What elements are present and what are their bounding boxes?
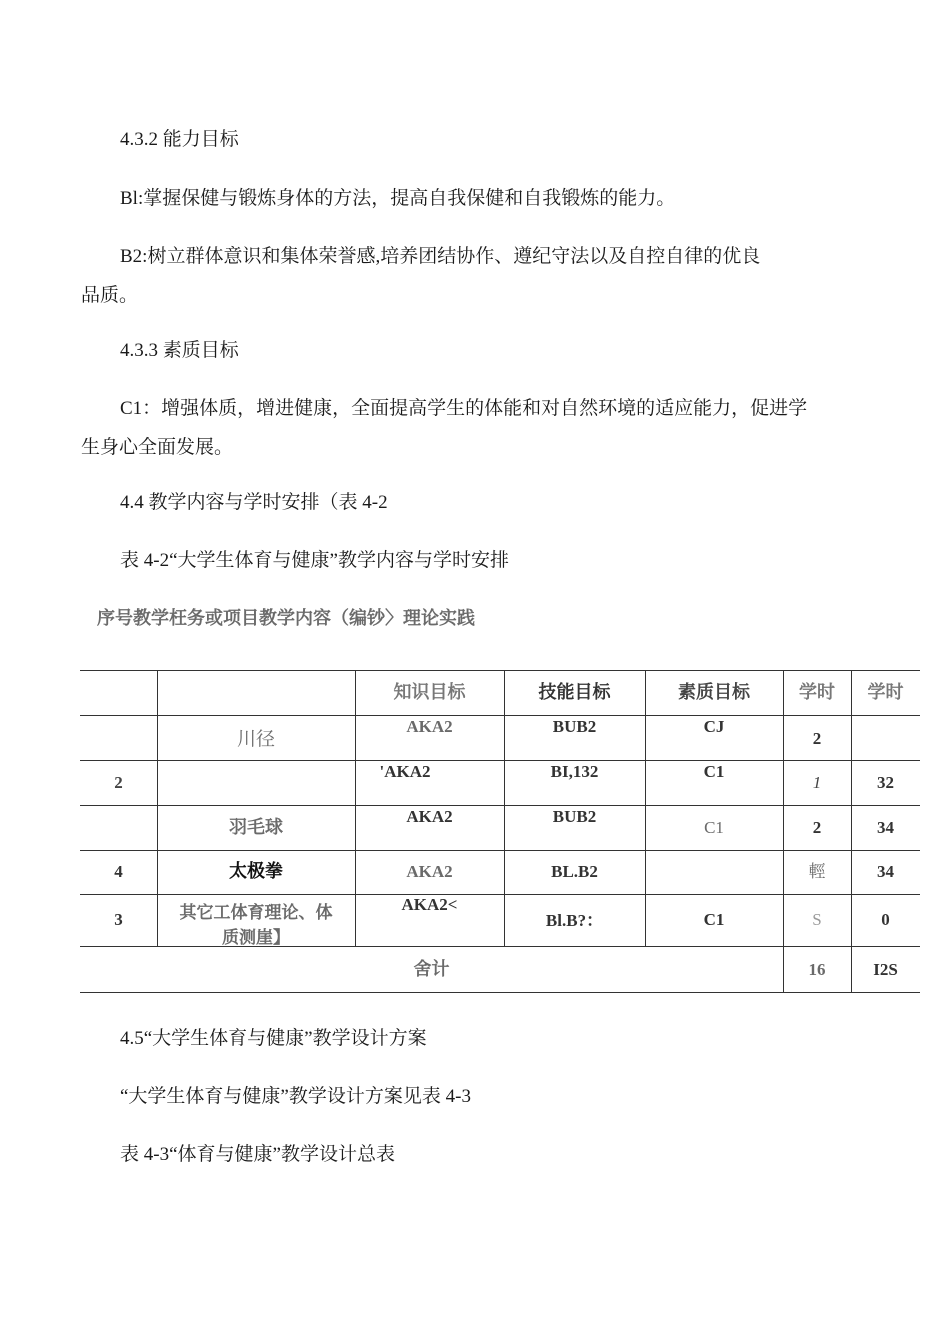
header-quality-goal: 素质目标 [678, 682, 750, 703]
row4-seq: 4 [114, 862, 123, 881]
paragraph-design-scheme: “大学生体育与健康”教学设计方案见表 4-3 [120, 1086, 471, 1107]
row4-theory-hours: 輕 [808, 862, 826, 881]
row4-skill: BL.B2 [551, 862, 598, 881]
total-theory-hours: 16 [808, 960, 826, 979]
row5-item: 其它工体育理论、体 [179, 903, 333, 923]
row3-quality: C1 [704, 818, 724, 837]
row5-knowledge: AKA2< [401, 895, 458, 914]
header-knowledge-goal: 知识目标 [393, 682, 466, 703]
header-hours-practice: 学时 [867, 682, 904, 703]
row2-theory-hours: 1 [812, 773, 822, 792]
total-label: 舍计 [413, 959, 450, 980]
row3-knowledge: AKA2 [406, 807, 453, 826]
table-column-summary: 序号教学枉务或项目教学内容（编钞〉理论实践 [97, 608, 475, 629]
section-heading-4-3-2: 4.3.2 能力目标 [120, 129, 239, 150]
row1-skill: BUB2 [552, 717, 597, 736]
paragraph-b2-line1: B2:树立群体意识和集体荣誉感,培养团结协作、遵纪守法以及自控自律的优良 [120, 246, 761, 267]
section-heading-4-3-3: 4.3.3 素质目标 [120, 340, 239, 361]
row2-quality: C1 [703, 762, 725, 781]
row5-seq: 3 [114, 910, 123, 929]
row4-knowledge: AKA2 [406, 862, 453, 881]
row5-item-clip [158, 895, 354, 945]
row5-skill: Bl.B?： [545, 911, 604, 930]
row4-practice-hours: 34 [877, 862, 894, 881]
row1-item: 川径 [236, 728, 275, 750]
paragraph-c1-line2: 生身心全面发展。 [81, 437, 234, 458]
row3-theory-hours: 2 [812, 818, 822, 837]
section-heading-4-5: 4.5“大学生体育与健康”教学设计方案 [120, 1028, 427, 1049]
row5-theory-hours: S [812, 910, 822, 929]
row2-seq: 2 [114, 773, 123, 792]
row3-practice-hours: 34 [877, 818, 894, 837]
row1-knowledge: AKA2 [406, 717, 453, 736]
table-caption-4-3: 表 4-3“体育与健康”教学设计总表 [120, 1144, 395, 1165]
total-practice-hours: I2S [873, 960, 898, 979]
header-skill-goal: 技能目标 [538, 682, 611, 703]
row2-practice-hours: 32 [877, 773, 894, 792]
row2-knowledge: 'AKA2 [379, 762, 431, 781]
row1-theory-hours: 2 [812, 729, 822, 748]
table-caption-4-2: 表 4-2“大学生体育与健康”教学内容与学时安排 [120, 550, 509, 571]
paragraph-b1: Bl:掌握保健与锻炼身体的方法，提高自我保健和自我锻炼的能力。 [120, 188, 676, 209]
row3-item: 羽毛球 [229, 817, 283, 838]
row2-skill: BI,132 [550, 762, 599, 781]
paragraph-b2-line2: 品质。 [81, 285, 139, 306]
paragraph-c1-line1: C1：增强体质，增进健康，全面提高学生的体能和对自然环境的适应能力，促进学 [120, 398, 808, 419]
row5-item-line2: 质测崖】 [222, 928, 290, 945]
section-heading-4-4: 4.4 教学内容与学时安排（表 4-2 [120, 492, 388, 513]
row4-item: 太极拳 [229, 861, 283, 882]
row1-quality: CJ [703, 717, 725, 736]
row5-practice-hours: 0 [881, 910, 890, 929]
row5-quality: C1 [703, 910, 725, 929]
header-hours-theory: 学时 [799, 682, 835, 703]
row3-skill: BUB2 [552, 807, 597, 826]
